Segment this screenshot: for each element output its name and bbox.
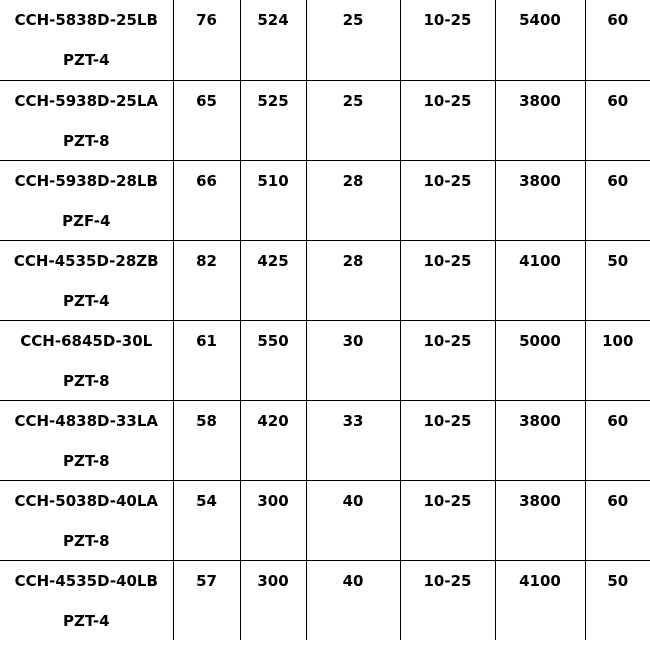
value-cell — [400, 240, 495, 320]
cell-value: 10-25 — [423, 331, 472, 350]
cell-value: 76 — [196, 11, 217, 29]
value-cell — [240, 400, 306, 480]
cell-value: 525 — [257, 91, 289, 110]
value-cell — [400, 0, 495, 80]
value-cell — [306, 80, 400, 160]
value-cell — [306, 0, 400, 80]
model-cell — [0, 400, 173, 480]
table-row — [0, 80, 650, 160]
cell-value: 50 — [607, 571, 629, 590]
cell-value: 10-25 — [423, 171, 472, 190]
model-cell — [0, 320, 173, 400]
cell-value: 425 — [257, 251, 289, 270]
value-cell — [585, 80, 650, 160]
table-row — [0, 240, 650, 320]
cell-value: 54 — [196, 491, 217, 510]
value-cell — [240, 480, 306, 560]
value-cell — [400, 160, 495, 240]
cell-value: 28 — [342, 171, 364, 190]
cell-value: 10-25 — [423, 251, 472, 270]
value-cell — [173, 160, 240, 240]
table-row — [0, 320, 650, 400]
table-row — [0, 560, 650, 640]
model-cell — [0, 240, 173, 320]
value-cell — [400, 320, 495, 400]
model-number: CCH-6845D-30L — [20, 331, 153, 350]
value-cell — [585, 400, 650, 480]
cell-value: 57 — [196, 571, 217, 590]
value-cell — [495, 320, 585, 400]
material-grade: PZT-4 — [62, 291, 110, 310]
value-cell — [585, 480, 650, 560]
cell-value: 65 — [196, 91, 217, 110]
cell-value: 3800 — [519, 491, 561, 510]
value-cell — [173, 320, 240, 400]
value-cell — [173, 480, 240, 560]
cell-value: 10-25 — [423, 11, 472, 29]
cell-value: 300 — [257, 491, 289, 510]
cell-value: 5400 — [519, 11, 561, 29]
value-cell — [306, 400, 400, 480]
table-row — [0, 480, 650, 560]
cell-value: 61 — [196, 331, 217, 350]
value-cell — [173, 560, 240, 640]
cell-value: 10-25 — [423, 571, 472, 590]
cell-value: 40 — [342, 571, 364, 590]
model-cell — [0, 560, 173, 640]
cell-value: 60 — [607, 91, 629, 110]
value-cell — [400, 480, 495, 560]
value-cell — [173, 80, 240, 160]
model-number: CCH-4838D-33LA — [14, 411, 159, 430]
value-cell — [400, 560, 495, 640]
table-row — [0, 0, 650, 80]
cell-value: 25 — [342, 91, 364, 110]
table-row — [0, 160, 650, 240]
material-grade: PZT-4 — [62, 51, 110, 69]
cell-value: 60 — [607, 411, 629, 430]
cell-value: 60 — [607, 11, 629, 29]
model-cell — [0, 160, 173, 240]
value-cell — [306, 480, 400, 560]
value-cell — [495, 0, 585, 80]
model-number: CCH-4535D-28ZB — [13, 251, 159, 270]
cell-value: 10-25 — [423, 91, 472, 110]
model-cell — [0, 80, 173, 160]
value-cell — [495, 400, 585, 480]
cell-value: 82 — [196, 251, 217, 270]
model-cell — [0, 480, 173, 560]
cell-value: 40 — [342, 491, 364, 510]
cell-value: 550 — [257, 331, 289, 350]
value-cell — [585, 240, 650, 320]
cell-value: 100 — [602, 331, 634, 350]
cell-value: 60 — [607, 491, 629, 510]
cell-value: 10-25 — [423, 411, 472, 430]
material-grade: PZF-4 — [62, 211, 111, 230]
value-cell — [495, 240, 585, 320]
table-row — [0, 400, 650, 480]
cell-value: 510 — [257, 171, 289, 190]
cell-value: 10-25 — [423, 491, 472, 510]
value-cell — [306, 160, 400, 240]
value-cell — [306, 560, 400, 640]
material-grade: PZT-8 — [62, 371, 110, 390]
cell-value: 50 — [607, 251, 629, 270]
cell-value: 3800 — [519, 91, 561, 110]
cell-value: 4100 — [519, 571, 561, 590]
model-number: CCH-5038D-40LA — [14, 491, 159, 510]
value-cell — [173, 400, 240, 480]
cell-value: 25 — [342, 11, 364, 29]
value-cell — [585, 0, 650, 80]
cell-value: 60 — [607, 171, 629, 190]
cell-value: 5000 — [519, 331, 561, 350]
cell-value: 3800 — [519, 411, 561, 430]
value-cell — [240, 240, 306, 320]
value-cell — [585, 560, 650, 640]
value-cell — [495, 480, 585, 560]
model-cell — [0, 0, 173, 80]
value-cell — [240, 160, 306, 240]
value-cell — [306, 240, 400, 320]
value-cell — [240, 560, 306, 640]
cell-value: 420 — [257, 411, 289, 430]
material-grade: PZT-8 — [62, 451, 110, 470]
value-cell — [240, 0, 306, 80]
value-cell — [400, 80, 495, 160]
value-cell — [306, 320, 400, 400]
material-grade: PZT-8 — [62, 531, 110, 550]
material-grade: PZT-8 — [62, 131, 110, 150]
model-number: CCH-5838D-25LB — [14, 11, 158, 29]
model-number: CCH-5938D-28LB — [14, 171, 158, 190]
material-grade: PZT-4 — [62, 611, 110, 630]
cell-value: 30 — [342, 331, 364, 350]
cell-value: 58 — [196, 411, 217, 430]
cell-value: 28 — [342, 251, 364, 270]
value-cell — [585, 320, 650, 400]
value-cell — [495, 560, 585, 640]
value-cell — [495, 160, 585, 240]
value-cell — [173, 240, 240, 320]
value-cell — [240, 80, 306, 160]
cell-value: 4100 — [519, 251, 561, 270]
value-cell — [585, 160, 650, 240]
cell-value: 3800 — [519, 171, 561, 190]
value-cell — [240, 320, 306, 400]
model-number: CCH-5938D-25LA — [14, 91, 159, 110]
model-number: CCH-4535D-40LB — [14, 571, 158, 590]
value-cell — [495, 80, 585, 160]
value-cell — [400, 400, 495, 480]
cell-value: 300 — [257, 571, 289, 590]
value-cell — [173, 0, 240, 80]
cell-value: 66 — [196, 171, 217, 190]
cell-value: 33 — [342, 411, 364, 430]
cell-value: 524 — [257, 11, 289, 29]
